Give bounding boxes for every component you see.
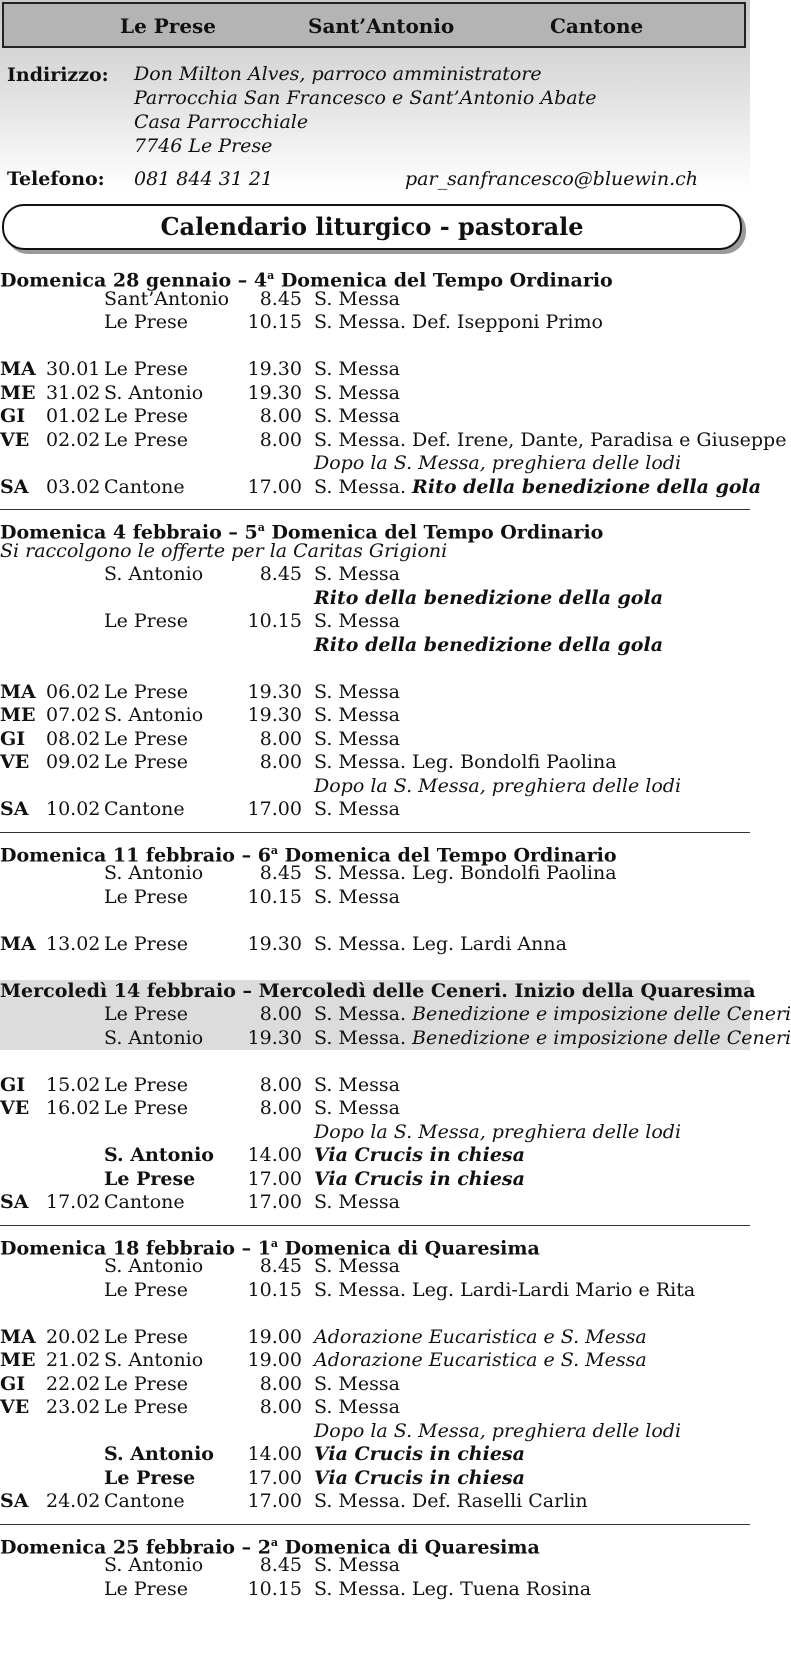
- section-title: Domenica 18 febbraio – 1$^a$ Domenica di Quaresima: [0, 1236, 540, 1259]
- event-time: 8.00: [259, 751, 302, 773]
- event-place: Cantone: [104, 798, 185, 820]
- description-note: Dopo la S. Messa, preghiera delle lodi: [314, 1419, 682, 1442]
- event-description: S. Messa: [314, 1097, 400, 1119]
- event-time: 17.00: [247, 475, 302, 498]
- event-description: S. Messa. Leg. Tuena Rosina: [314, 1577, 592, 1600]
- schedule-row: [0, 405, 750, 429]
- event-time: 8.45: [259, 1554, 302, 1576]
- schedule-row: [0, 1097, 750, 1121]
- event-description: [314, 1326, 647, 1350]
- event-description: S. Messa. Def. Irene, Dante, Paradisa e Giuseppe: [314, 428, 787, 451]
- event-description: S. Messa: [314, 610, 400, 632]
- weekday-abbr: GI: [0, 727, 26, 750]
- event-place: Le Prese: [104, 610, 189, 632]
- section-title: Domenica 28 gennaio – 4$^a$ Domenica del Tempo Ordinario: [0, 269, 613, 292]
- section-block: [0, 979, 791, 1051]
- schedule-row: [0, 610, 750, 634]
- event-date: 09.02: [46, 751, 101, 773]
- parish-names-bar: [2, 2, 746, 48]
- event-place: S. Antonio: [104, 1349, 204, 1371]
- weekday-abbr: MA: [0, 1325, 36, 1348]
- schedule-row: [0, 1255, 750, 1279]
- event-place: Le Prese: [104, 1325, 189, 1348]
- event-date: 13.02: [46, 932, 101, 955]
- event-description: S. Messa: [314, 1073, 400, 1096]
- event-description: [314, 1467, 525, 1491]
- event-description: S. Messa. Def. Raselli Carlin: [314, 1490, 588, 1512]
- event-time: 17.00: [247, 798, 302, 820]
- schedule-row: [0, 1349, 750, 1373]
- schedule-row: [0, 1074, 750, 1098]
- section-note: Si raccolgono le offerte per la Caritas Grigioni: [0, 539, 448, 562]
- section-block: [0, 1531, 750, 1602]
- event-date: 30.01: [46, 358, 101, 380]
- event-place: S. Antonio: [104, 1554, 204, 1576]
- event-place: Le Prese: [104, 311, 189, 333]
- event-place: S. Antonio: [104, 1144, 214, 1166]
- event-description: S. Messa. Leg. Lardi-Lardi Mario e Rita: [314, 1278, 696, 1301]
- event-date: 21.02: [46, 1349, 101, 1371]
- event-time: 8.00: [259, 1073, 302, 1096]
- event-description: [314, 587, 663, 611]
- event-time: 10.15: [247, 885, 302, 908]
- spacer: [0, 657, 750, 681]
- section-title: Domenica 4 febbraio – 5$^a$ Domenica del Tempo Ordinario: [0, 521, 604, 544]
- description-emphasis: Rito della benedizione della gola: [314, 633, 664, 656]
- event-place: Le Prese: [104, 885, 189, 908]
- schedule-row: [0, 704, 750, 728]
- event-time: 10.15: [247, 610, 302, 632]
- event-place: Le Prese: [104, 727, 189, 750]
- event-time: 8.00: [259, 1097, 302, 1119]
- section-title: Mercoledì 14 febbraio – Mercoledì delle Ceneri. Inizio della Quaresima: [0, 979, 756, 1002]
- schedule-row: [0, 1121, 750, 1145]
- event-date: 16.02: [46, 1097, 101, 1119]
- description-note: Dopo la S. Messa, preghiera delle lodi: [314, 452, 682, 474]
- event-place: S. Antonio: [104, 1255, 204, 1277]
- weekday-abbr: ME: [0, 704, 36, 726]
- description-note: Dopo la S. Messa, preghiera delle lodi: [314, 774, 682, 797]
- schedule-row: [0, 1420, 750, 1444]
- address-line: Parrocchia San Francesco e Sant’Antonio Abate: [134, 87, 597, 109]
- schedule-row: [0, 563, 750, 587]
- event-place: S. Antonio: [104, 862, 204, 884]
- description-note: Dopo la S. Messa, preghiera delle lodi: [314, 1120, 682, 1143]
- event-description: S. Messa: [314, 381, 400, 404]
- event-description: S. Messa: [314, 405, 400, 427]
- parish-le-prese: Le Prese: [120, 14, 217, 38]
- event-description: [314, 775, 681, 799]
- weekday-abbr: ME: [0, 381, 36, 404]
- event-time: 17.00: [247, 1490, 302, 1512]
- event-date: 31.02: [46, 381, 101, 404]
- address-label: Indirizzo:: [7, 64, 109, 86]
- event-date: 02.02: [46, 428, 101, 451]
- event-place: S. Antonio: [104, 381, 204, 404]
- weekday-abbr: SA: [0, 475, 29, 498]
- event-time: 8.00: [259, 428, 302, 451]
- weekday-abbr: VE: [0, 1396, 30, 1418]
- description-emphasis: Via Crucis in chiesa: [314, 1144, 525, 1166]
- spacer: [0, 1215, 750, 1225]
- event-place: Le Prese: [104, 1278, 189, 1301]
- event-date: 24.02: [46, 1490, 101, 1512]
- description-emphasis: Via Crucis in chiesa: [314, 1466, 525, 1489]
- event-description: S. Messa. Benedizione e imposizione delle Ceneri: [314, 1026, 791, 1049]
- event-place: Le Prese: [104, 1003, 189, 1025]
- schedule-row: [0, 1003, 791, 1027]
- event-description: [314, 634, 663, 658]
- event-time: 19.00: [247, 1325, 302, 1348]
- parish-header: [0, 0, 750, 190]
- event-description: S. Messa: [314, 798, 400, 820]
- schedule-row: [0, 358, 750, 382]
- weekday-abbr: GI: [0, 1372, 26, 1395]
- event-description: [314, 452, 681, 476]
- schedule-row: [0, 1467, 750, 1491]
- event-time: 10.15: [247, 311, 302, 333]
- calendar-list: [0, 264, 791, 1601]
- event-place: Le Prese: [104, 1073, 189, 1096]
- event-place: S. Antonio: [104, 704, 204, 726]
- spacer: [0, 1302, 750, 1326]
- event-date: 08.02: [46, 727, 101, 750]
- schedule-row: [0, 1373, 750, 1397]
- event-time: 19.30: [247, 704, 302, 726]
- schedule-row: [0, 751, 750, 775]
- event-description: [314, 1121, 681, 1145]
- description-italic: Adorazione Eucaristica e S. Messa: [314, 1325, 647, 1348]
- weekday-abbr: MA: [0, 680, 36, 703]
- event-date: 03.02: [46, 475, 101, 498]
- spacer: [0, 956, 750, 980]
- weekday-abbr: VE: [0, 1097, 30, 1119]
- event-time: 19.00: [247, 1349, 302, 1371]
- event-date: 23.02: [46, 1396, 101, 1418]
- schedule-row: [0, 1396, 750, 1420]
- description-italic: Benedizione e imposizione delle Ceneri: [412, 1026, 791, 1049]
- weekday-abbr: SA: [0, 1490, 29, 1512]
- event-time: 19.30: [247, 680, 302, 703]
- event-date: 15.02: [46, 1073, 101, 1096]
- schedule-row: [0, 886, 750, 910]
- spacer: [0, 335, 750, 359]
- schedule-row: [0, 475, 762, 500]
- section-block: [0, 264, 750, 335]
- event-place: Le Prese: [104, 428, 189, 451]
- event-description: S. Messa: [314, 1554, 400, 1576]
- schedule-row: [0, 1443, 750, 1467]
- schedule-row: [0, 1144, 750, 1168]
- schedule-row: [0, 1578, 750, 1602]
- event-date: 01.02: [46, 405, 101, 427]
- event-description: [314, 1443, 525, 1467]
- schedule-row: [0, 1026, 791, 1051]
- event-place: Le Prese: [104, 1167, 196, 1190]
- event-time: 8.00: [259, 405, 302, 427]
- event-time: 8.00: [259, 727, 302, 750]
- event-description: S. Messa: [314, 1396, 400, 1418]
- schedule-row: [0, 728, 750, 752]
- event-place: Le Prese: [104, 405, 189, 427]
- event-place: Le Prese: [104, 1372, 189, 1395]
- event-date: 20.02: [46, 1325, 101, 1348]
- event-time: 19.30: [247, 1026, 302, 1049]
- spacer: [0, 1050, 750, 1074]
- section-title: Domenica 11 febbraio – 6$^a$ Domenica del Tempo Ordinario: [0, 843, 617, 866]
- event-description: S. Messa. Def. Isepponi Primo: [314, 311, 603, 333]
- description-emphasis: Rito della benedizione della gola: [314, 586, 664, 609]
- event-time: 8.45: [259, 287, 302, 310]
- address-line: 7746 Le Prese: [134, 135, 273, 157]
- event-description: S. Messa: [314, 1191, 400, 1213]
- phone-number: 081 844 31 21: [134, 168, 274, 190]
- weekday-abbr: SA: [0, 798, 29, 820]
- schedule-row: [0, 311, 750, 335]
- event-description: S. Messa: [314, 1255, 400, 1277]
- schedule-row: [0, 452, 750, 476]
- event-time: 8.45: [259, 563, 302, 585]
- event-place: Le Prese: [104, 751, 189, 773]
- schedule-row: [0, 1191, 750, 1215]
- address-line: Don Milton Alves, parroco amministratore: [134, 63, 542, 85]
- event-description: S. Messa. Leg. Lardi Anna: [314, 932, 567, 955]
- event-description: S. Messa: [314, 1372, 400, 1395]
- event-place: Cantone: [104, 1191, 185, 1213]
- event-time: 8.45: [259, 1255, 302, 1277]
- description-emphasis: Via Crucis in chiesa: [314, 1443, 525, 1465]
- schedule-row: [0, 587, 750, 611]
- section-title: Domenica 25 febbraio – 2$^a$ Domenica di Quaresima: [0, 1535, 540, 1558]
- event-place: Le Prese: [104, 1466, 196, 1489]
- weekday-abbr: GI: [0, 405, 26, 427]
- event-time: 19.30: [247, 932, 302, 955]
- event-time: 8.00: [259, 1372, 302, 1395]
- event-time: 10.15: [247, 1278, 302, 1301]
- spacer: [0, 822, 750, 832]
- description-emphasis: Rito della benedizione della gola: [412, 475, 762, 498]
- event-time: 8.45: [259, 862, 302, 884]
- event-date: 17.02: [46, 1191, 101, 1213]
- schedule-row: [0, 634, 750, 658]
- event-description: S. Messa. Rito della benedizione della gola: [314, 475, 762, 498]
- description-italic: Benedizione e imposizione delle Ceneri: [412, 1003, 791, 1025]
- weekday-abbr: ME: [0, 1349, 36, 1371]
- calendar-title: Calendario liturgico - pastorale: [2, 204, 742, 250]
- event-time: 17.00: [247, 1191, 302, 1213]
- weekday-abbr: MA: [0, 932, 36, 955]
- event-description: [314, 1349, 647, 1373]
- event-description: S. Messa: [314, 563, 400, 585]
- event-description: S. Messa: [314, 287, 400, 310]
- event-time: 14.00: [247, 1443, 302, 1465]
- event-time: 17.00: [247, 1466, 302, 1489]
- section-block: [0, 839, 750, 910]
- event-description: [314, 1420, 681, 1444]
- schedule-row: [0, 1279, 750, 1303]
- event-place: Cantone: [104, 475, 185, 498]
- event-description: S. Messa: [314, 680, 400, 703]
- address-block: [134, 62, 597, 158]
- event-description: [314, 1144, 525, 1168]
- description-emphasis: Via Crucis in chiesa: [314, 1167, 525, 1190]
- schedule-row: [0, 1554, 750, 1578]
- event-description: S. Messa: [314, 704, 400, 726]
- parish-sant-antonio: Sant’Antonio: [308, 14, 455, 38]
- schedule-row: [0, 1490, 750, 1514]
- event-place: Le Prese: [104, 1396, 189, 1418]
- schedule-row: [0, 681, 750, 705]
- weekday-abbr: VE: [0, 751, 30, 773]
- schedule-row: [0, 1326, 750, 1350]
- event-time: 19.30: [247, 381, 302, 404]
- weekday-abbr: SA: [0, 1191, 29, 1213]
- event-description: S. Messa: [314, 358, 400, 380]
- parish-cantone: Cantone: [550, 14, 644, 38]
- schedule-row: [0, 775, 750, 799]
- event-time: 10.15: [247, 1577, 302, 1600]
- weekday-abbr: GI: [0, 1073, 26, 1096]
- event-date: 06.02: [46, 680, 101, 703]
- weekday-abbr: VE: [0, 428, 30, 451]
- schedule-row: [0, 382, 750, 406]
- weekday-abbr: MA: [0, 358, 36, 380]
- description-italic: Adorazione Eucaristica e S. Messa: [314, 1349, 647, 1371]
- event-date: 10.02: [46, 798, 101, 820]
- phone-label: Telefono:: [7, 168, 105, 190]
- spacer: [0, 909, 750, 933]
- event-place: Le Prese: [104, 1097, 189, 1119]
- event-time: 14.00: [247, 1144, 302, 1166]
- event-place: Cantone: [104, 1490, 185, 1512]
- section-block: [0, 1232, 750, 1303]
- schedule-row: [0, 862, 750, 886]
- spacer: [0, 499, 750, 509]
- event-time: 8.00: [259, 1003, 302, 1025]
- event-description: [314, 1168, 525, 1192]
- event-description: S. Messa: [314, 727, 400, 750]
- event-place: Le Prese: [104, 932, 189, 955]
- schedule-row: [0, 1168, 750, 1192]
- event-place: Le Prese: [104, 358, 189, 380]
- event-place: Sant’Antonio: [104, 287, 230, 310]
- event-description: S. Messa. Leg. Bondolfi Paolina: [314, 862, 617, 884]
- event-time: 17.00: [247, 1167, 302, 1190]
- section-block: [0, 516, 750, 657]
- event-description: S. Messa. Leg. Bondolfi Paolina: [314, 751, 617, 773]
- address-line: Casa Parrocchiale: [134, 111, 309, 133]
- event-time: 19.30: [247, 358, 302, 380]
- event-time: 8.00: [259, 1396, 302, 1418]
- schedule-row: [0, 428, 787, 453]
- event-description: S. Messa. Benedizione e imposizione delle Ceneri: [314, 1003, 791, 1025]
- event-place: S. Antonio: [104, 1026, 204, 1049]
- spacer: [0, 1514, 750, 1524]
- event-place: Le Prese: [104, 1577, 189, 1600]
- schedule-row: [0, 798, 750, 822]
- event-place: S. Antonio: [104, 563, 204, 585]
- schedule-row: [0, 933, 750, 957]
- event-date: 22.02: [46, 1372, 101, 1395]
- event-date: 07.02: [46, 704, 101, 726]
- email-address: par_sanfrancesco@bluewin.ch: [405, 168, 698, 190]
- event-place: Le Prese: [104, 680, 189, 703]
- schedule-row: [0, 288, 750, 312]
- event-place: S. Antonio: [104, 1443, 214, 1465]
- event-description: S. Messa: [314, 885, 400, 908]
